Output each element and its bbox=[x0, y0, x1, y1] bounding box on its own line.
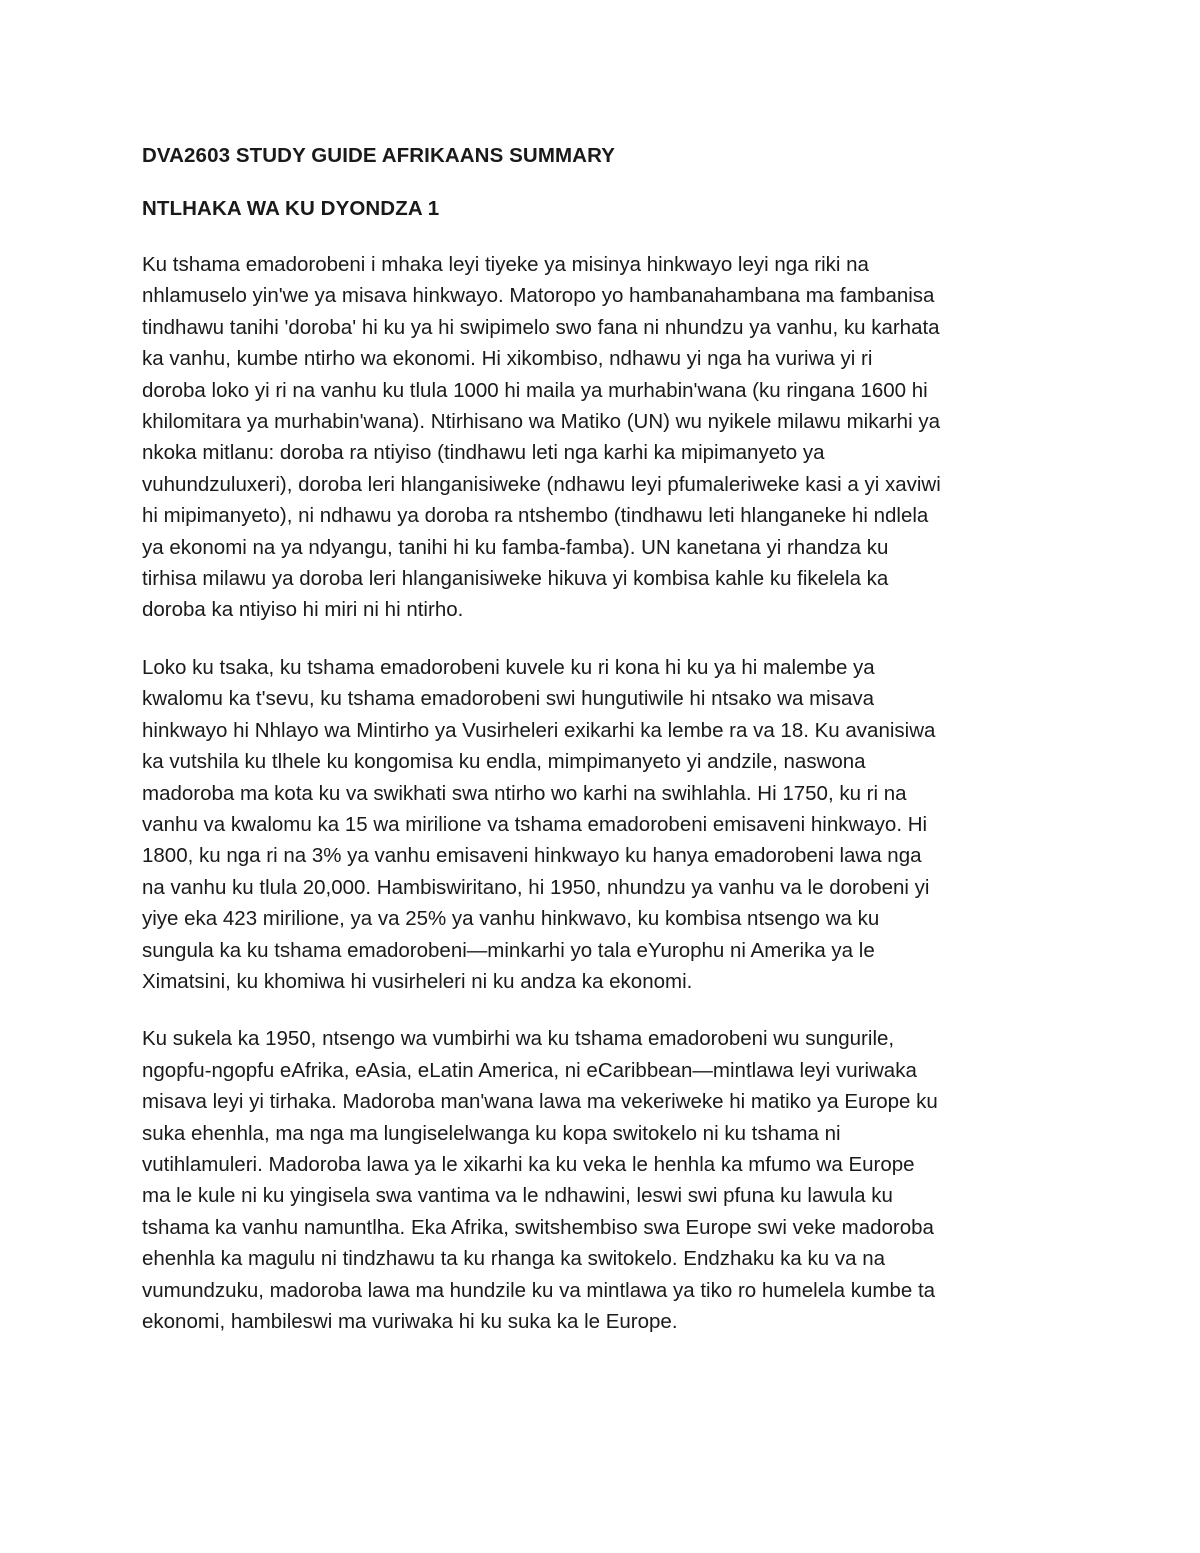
paragraph-line: hinkwayo hi Nhlayo wa Mintirho ya Vusirheleri exikarhi ka lembe ra va 18. Ku avanisiwa bbox=[142, 718, 936, 742]
document-page bbox=[142, 138, 1066, 1363]
body-paragraph bbox=[142, 652, 1066, 997]
paragraph-line: ka vutshila ku tlhele ku kongomisa ku endla, mimpimanyeto yi andzile, naswona bbox=[142, 750, 866, 774]
paragraph-line: vutihlamuleri. Madoroba lawa ya le xikarhi ka ku veka le henhla ka mfumo wa Europe bbox=[142, 1152, 915, 1176]
paragraph-line: 1800, ku nga ri na 3% ya vanhu emisaveni hinkwayo ku hanya emadorobeni lawa nga bbox=[142, 844, 922, 868]
paragraph-line: Ku tshama emadorobeni i mhaka leyi tiyeke ya misinya hinkwayo leyi nga riki na bbox=[142, 253, 869, 276]
paragraph-line: doroba loko yi ri na vanhu ku tlula 1000 hi maila ya murhabin'wana (ku ringana 1600 hi bbox=[142, 378, 928, 402]
paragraph-line: Loko ku tsaka, ku tshama emadorobeni kuvele ku ri kona hi ku ya hi malembe ya bbox=[142, 655, 875, 679]
paragraph-line: nhlamuselo yin'we ya misava hinkwayo. Matoropo yo hambanahambana ma fambanisa bbox=[142, 284, 935, 308]
paragraph-line: kwalomu ka t'sevu, ku tshama emadorobeni swi hungutiwile hi ntsako wa misava bbox=[142, 687, 875, 711]
paragraph-line: hi mipimanyeto), ni ndhawu ya doroba ra ntshembo (tindhawu leti hlanganeke hi ndlela bbox=[142, 504, 929, 528]
paragraph-line: doroba ka ntiyiso hi miri ni hi ntirho. bbox=[142, 598, 464, 622]
paragraph-line: vumundzuku, madoroba lawa ma hundzile ku va mintlawa ya tiko ro humelela kumbe ta bbox=[142, 1278, 936, 1302]
paragraph-line: ma le kule ni ku yingisela swa vantima va le ndhawini, leswi swi pfuna ku lawula ku bbox=[142, 1184, 893, 1208]
paragraph-line: vanhu va kwalomu ka 15 wa mirilione va tshama emadorobeni emisaveni hinkwayo. Hi bbox=[142, 812, 928, 836]
paragraph-line: ka vanhu, kumbe ntirho wa ekonomi. Hi xikombiso, ndhawu yi nga ha vuriwa yi ri bbox=[142, 347, 873, 371]
paragraph-line: tshama ka vanhu namuntlha. Eka Afrika, switshembiso swa Europe swi veke madoroba bbox=[142, 1215, 934, 1239]
paragraph-line: ehenhla ka magulu ni tindzhawu ta ku rhanga ka switokelo. Endzhaku ka ku va na bbox=[142, 1247, 886, 1271]
paragraph-line: tindhawu tanihi 'doroba' hi ku ya hi swipimelo swo fana ni nhundzu ya vanhu, ku karhata bbox=[142, 315, 940, 339]
paragraph-line: khilomitara ya murhabin'wana). Ntirhisano wa Matiko (UN) wu nyikele milawu mikarhi ya bbox=[142, 410, 940, 434]
body-paragraph bbox=[142, 249, 1066, 626]
paragraph-line: yiye eka 423 mirilione, ya va 25% ya vanhu hinkwavo, ku kombisa ntsengo wa ku bbox=[142, 907, 880, 931]
paragraph-line: suka ehenhla, ma nga ma lungiselelwanga ku kopa switokelo ni ku tshama ni bbox=[142, 1121, 841, 1145]
paragraph-line: madoroba ma kota ku va swikhati swa ntirho wo karhi na swihlahla. Hi 1750, ku ri na bbox=[142, 781, 907, 805]
paragraph-line: Ku sukela ka 1950, ntsengo wa vumbirhi wa ku tshama emadorobeni wu sungurile, bbox=[142, 1027, 895, 1051]
document-subtitle: NTLHAKA WA KU DYONDZA 1 bbox=[142, 197, 440, 220]
paragraph-line: Ximatsini, ku khomiwa hi vusirheleri ni ku andza ka ekonomi. bbox=[142, 969, 693, 993]
paragraph-line: ekonomi, hambileswi ma vuriwaka hi ku suka ka le Europe. bbox=[142, 1310, 678, 1333]
paragraph-line: ngopfu-ngopfu eAfrika, eAsia, eLatin America, ni eCaribbean—mintlawa leyi vuriwaka bbox=[142, 1058, 917, 1082]
paragraph-line: tirhisa milawu ya doroba leri hlanganisiweke hikuva yi kombisa kahle ku fikelela ka bbox=[142, 567, 889, 591]
paragraph-line: misava leyi yi tirhaka. Madoroba man'wana lawa ma vekeriweke hi matiko ya Europe ku bbox=[142, 1090, 938, 1114]
paragraph-line: nkoka mitlanu: doroba ra ntiyiso (tindhawu leti nga karhi ka mipimanyeto ya bbox=[142, 441, 825, 465]
document-body bbox=[142, 249, 1066, 1337]
paragraph-line: sungula ka ku tshama emadorobeni—minkarhi yo tala eYurophu ni Amerika ya le bbox=[142, 938, 875, 962]
document-title: DVA2603 STUDY GUIDE AFRIKAANS SUMMARY bbox=[142, 144, 615, 167]
body-paragraph bbox=[142, 1023, 1066, 1337]
paragraph-line: vuhundzuluxeri), doroba leri hlanganisiweke (ndhawu leyi pfumaleriweke kasi a yi xaviwi bbox=[142, 472, 941, 496]
paragraph-line: na vanhu ku tlula 20,000. Hambiswiritano, hi 1950, nhundzu ya vanhu va le dorobeni yi bbox=[142, 875, 930, 899]
paragraph-line: ya ekonomi na ya ndyangu, tanihi hi ku famba-famba). UN kanetana yi rhandza ku bbox=[142, 535, 889, 559]
